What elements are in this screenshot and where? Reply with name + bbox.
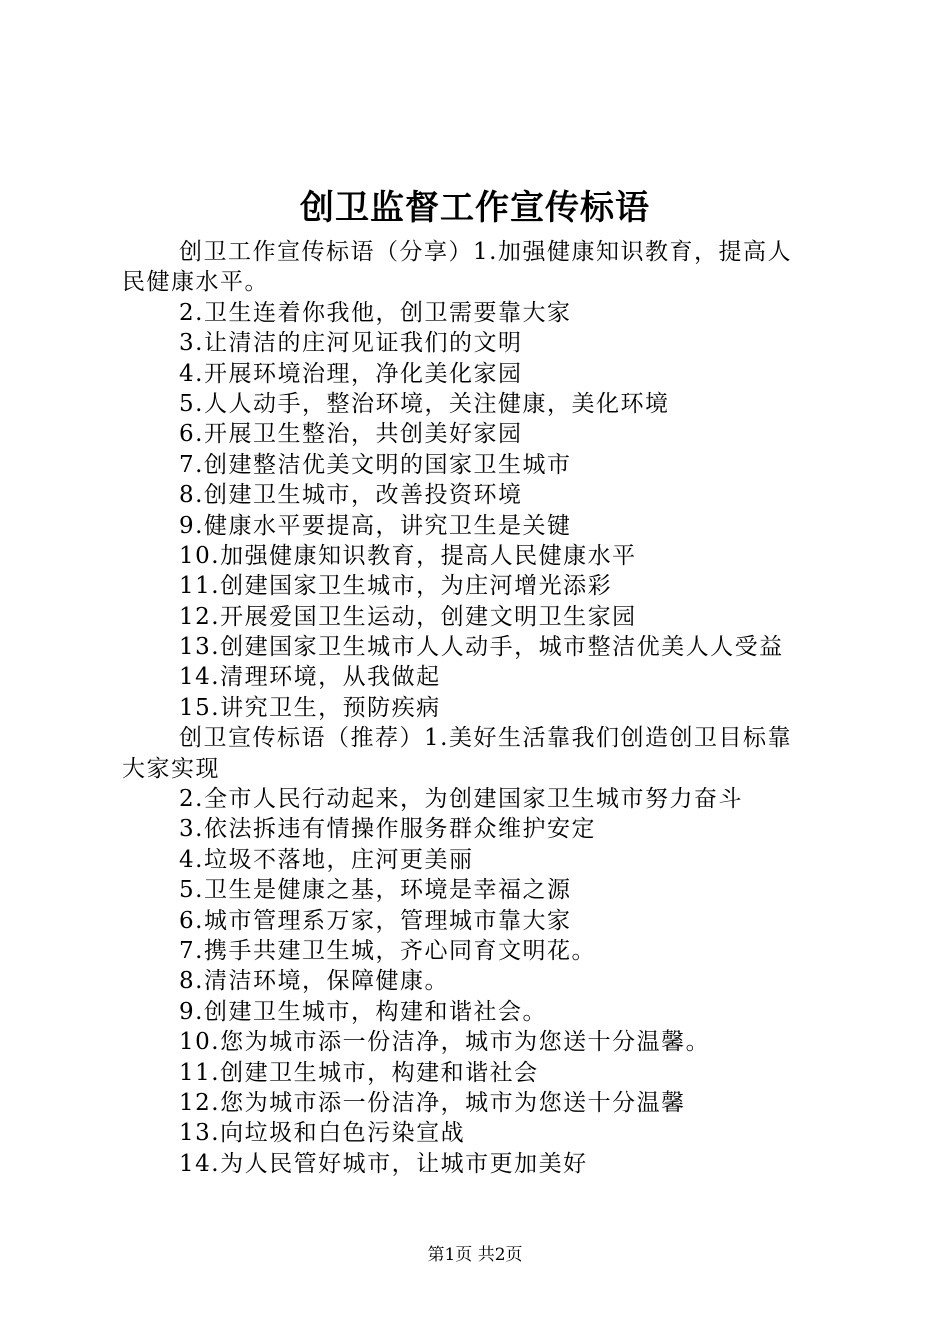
text-line: 5.卫生是健康之基，环境是幸福之源 <box>179 877 572 904</box>
text-line: 11.创建卫生城市，构建和谐社会 <box>179 1059 539 1086</box>
text-line: 7.创建整洁优美文明的国家卫生城市 <box>179 451 572 478</box>
page-title: 创卫监督工作宣传标语 <box>300 188 650 228</box>
text-line: 10.您为城市添一份洁净，城市为您送十分温馨。 <box>179 1029 711 1056</box>
page-footer: 第1页 共2页 <box>427 1245 523 1265</box>
text-line: 9.创建卫生城市，构建和谐社会。 <box>179 998 547 1025</box>
text-line: 大家实现 <box>122 755 220 782</box>
text-line: 8.创建卫生城市，改善投资环境 <box>179 482 523 509</box>
text-line: 8.清洁环境，保障健康。 <box>179 968 449 995</box>
text-line: 4.开展环境治理，净化美化家园 <box>179 360 523 387</box>
text-line: 14.清理环境，从我做起 <box>179 664 441 691</box>
text-line: 2.卫生连着你我他，创卫需要靠大家 <box>179 299 572 326</box>
text-line: 5.人人动手，整治环境，关注健康，美化环境 <box>179 390 670 417</box>
text-line: 2.全市人民行动起来，为创建国家卫生城市努力奋斗 <box>179 786 743 813</box>
text-line: 创卫宣传标语（推荐）1.美好生活靠我们创造创卫目标靠 <box>179 725 792 752</box>
text-line: 3.让清洁的庄河见证我们的文明 <box>179 330 523 357</box>
document-body <box>122 237 834 1179</box>
text-line: 6.开展卫生整治，共创美好家园 <box>179 421 523 448</box>
text-line: 14.为人民管好城市，让城市更加美好 <box>179 1150 588 1177</box>
text-line: 7.携手共建卫生城，齐心同育文明花。 <box>179 937 596 964</box>
text-line: 15.讲究卫生，预防疾病 <box>179 694 441 721</box>
text-line: 12.开展爱国卫生运动，创建文明卫生家园 <box>179 603 637 630</box>
text-line: 12.您为城市添一份洁净，城市为您送十分温馨 <box>179 1089 686 1116</box>
text-line: 9.健康水平要提高，讲究卫生是关键 <box>179 512 572 539</box>
text-line: 6.城市管理系万家，管理城市靠大家 <box>179 907 572 934</box>
text-line: 13.创建国家卫生城市人人动手，城市整洁优美人人受益 <box>179 634 784 661</box>
text-line: 11.创建国家卫生城市，为庄河增光添彩 <box>179 573 613 600</box>
text-line: 10.加强健康知识教育，提高人民健康水平 <box>179 542 637 569</box>
text-line: 13.向垃圾和白色污染宣战 <box>179 1120 466 1147</box>
text-line: 创卫工作宣传标语（分享）1.加强健康知识教育，提高人 <box>179 239 792 265</box>
text-line: 4.垃圾不落地，庄河更美丽 <box>179 846 474 873</box>
text-line: 民健康水平。 <box>122 269 269 296</box>
text-line: 3.依法拆违有情操作服务群众维护安定 <box>179 816 596 843</box>
